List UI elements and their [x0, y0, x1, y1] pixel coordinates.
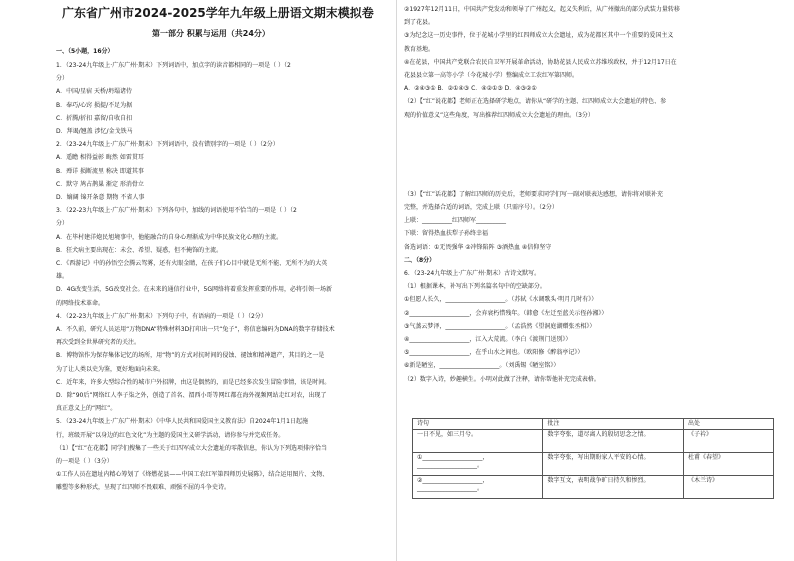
- document-title: 广东省广州市2024-2025学年九年级上册语文期末模拟卷: [62, 6, 374, 20]
- text-line: D．除“90后”网络红人李子柒之外，创造了首名、渭西小哥等网红都在海外视频网站走红对农，出现了: [56, 392, 327, 399]
- text-line: B．奉巧/心窍 损提/不足为据: [56, 101, 133, 109]
- text-line: 的一项是（ ）（3分）: [56, 458, 113, 465]
- text-line: ②1927年12月11日，中国共产党发动和领导了广州起义，起义失利后，从广州撤出的部分武装力量转移: [404, 6, 680, 13]
- text-line: C．《西游记》中的孙悟空会腾云驾雾，还有火眼金睛，在孩子们心目中就是无所不能、无所不为的大英: [56, 260, 328, 267]
- section-heading: 一、（5小题，16分）: [56, 48, 114, 55]
- text-line: ①工作人员在遗址内精心筹划了《烽燃花县——中国工农红军第四师历史展陈》，结合运用图片、文物、: [56, 471, 329, 479]
- text-line: （1）【“红”在花都】同学们搜集了一些关于红四军成立大会遗址的零散信息，你认为下列选项排序恰当: [56, 444, 328, 452]
- text-line: 6．（23-24九年级上·广东广州·期末）古诗文默写。: [404, 270, 541, 277]
- text-line: 雄。: [56, 273, 69, 281]
- text-line: 真正意义上的“网红”。: [56, 405, 117, 413]
- text-line: ⑥新是陋室，____________________。（刘禹锡《陋室铭》）: [404, 362, 560, 370]
- text-line: A．中国/星宿 天桥/坍塌诸侍: [56, 88, 133, 96]
- table-row: [413, 453, 774, 476]
- text-line: ④____________________，江入大荒流。（李白《渡荆门送别》）: [404, 336, 572, 343]
- text-line: 花县县立第一高等小学（今花城小学）整编成立工农红军第四师。: [404, 72, 579, 79]
- text-line: B．殚详 损断流里 称决 即道其事: [56, 167, 144, 175]
- text-line: 的网络技术革命。: [56, 299, 105, 307]
- text-line: D．4G改变生活，5G改变社会。在未来的通信行业中，5G网络将着重发挥重要的作用，必将引领一场新: [56, 286, 333, 294]
- text-line: 1．（23-24九年级上·广东广州·期末）下列词语中，加点字的读音都相同的一项是（ ）（2: [56, 62, 291, 69]
- text-line: ②____________________，会弃衰朽惜残年。（韩愈《左迁至蓝关示侄孙湘》）: [404, 309, 608, 317]
- text-line: D．嫡阔 锦开条意 期物 不省人事: [56, 194, 145, 201]
- table-cell: 数字夸张，写出期盼家人平安的心情。: [543, 453, 684, 476]
- text-line: 完整，并选择合适的词语，完成上联（只需序号）。（2分）: [404, 204, 558, 211]
- text-line: B．狂犬病主要出现在：未会、希望、疑惑，但不掩饰的主流。: [56, 246, 223, 254]
- text-line: ④在花县，中国共产党联合农民自卫军开展革命活动，协助花县人民成立苏维埃政权，并于12月17日在: [404, 58, 677, 66]
- text-line: A．②④③① B．②①④③ C．④②①③ D．④③②①: [404, 85, 537, 93]
- table-header-cell: 出处: [683, 419, 773, 430]
- text-line: A．遥瞻 相得益彰 晦然 如雷贯耳: [56, 154, 144, 162]
- text-line: 为了让人类以史为鉴，更好地面向未来。: [56, 365, 165, 373]
- text-line: C．近年来，许多大型综合性的城市户外招牌，由这是偶然的，而是已经多次发生冒险事情，该是时间。: [56, 378, 331, 386]
- text-line: 观的价值意义”这些角度，写出推荐红四师成立大会遗址的理由。（3分）: [404, 111, 594, 119]
- table-cell: 数字夸张，道尽离人的殷切思念之情。: [543, 430, 684, 453]
- table-cell: ②____________________，____________________。: [413, 476, 543, 499]
- text-line: 到了花县。: [404, 19, 435, 27]
- text-line: A．不久前，研究人员运用“万物DNA”特殊材料3D打印出一只“兔子”，将信息编码为DNA的数字存储技术: [56, 326, 335, 333]
- text-line: 上联：__________红四师军__________: [404, 217, 507, 225]
- table-header-cell: 批注: [543, 419, 684, 430]
- text-line: 下联：留得热血扶犁子孙终幸福: [404, 230, 489, 238]
- table-header-cell: 诗句: [413, 419, 543, 430]
- poem-table: [412, 418, 774, 499]
- text-line: A．在毕村建洋炮民旭境事中，他能融合的自身心理渐成为中华民族文化心理的主流。: [56, 233, 283, 241]
- text-line: 行，班级开展“以身边的红色文化”为主题的爱国主义研学活动，请你参与并完成任务。: [56, 431, 285, 439]
- table-header-row: [413, 419, 774, 430]
- text-line: （1）根据课本，补写出下列名篇名句中的空缺部分。: [404, 283, 546, 291]
- text-line: B．博物馆作为保存集体记忆的场所，用“物”的方式对抗时间的侵蚀、褪蚀和精神遗产，其目的之一是: [56, 352, 325, 360]
- table-cell: 杜甫《春望》: [683, 453, 773, 476]
- table-cell: 《子衿》: [683, 430, 773, 453]
- text-line: ⑤____________________，在乎山水之间也。（欧阳修《醉翁亭记》）: [404, 349, 584, 357]
- table-cell: 一日不见，如三月兮。: [413, 430, 543, 453]
- part-heading: 第一部分 积累与运用（共24分）: [152, 29, 270, 38]
- table-row: [413, 430, 774, 453]
- table-cell: 《木兰诗》: [683, 476, 773, 499]
- text-line: D．拜谒/翘盖 涉忆/金戈铁马: [56, 128, 133, 135]
- text-line: 再次受到全世界研究者的关注。: [56, 339, 141, 347]
- text-line: 2．（23-24九年级上·广东广州·期末）下列词语中，没有错别字的一项是（ ）（2分）: [56, 141, 279, 149]
- text-line: 教育基地。: [404, 45, 435, 53]
- column-divider: [396, 0, 397, 561]
- text-line: （2）【“红”说花都】老师正在选择研学地点，请你从“研学的主题、红四师成立大会遗址的特色、参: [404, 98, 667, 106]
- text-line: 分）: [56, 75, 69, 83]
- text-line: ①但愿人长久，____________________。（苏轼《水调歌头·明月几时有》）: [404, 296, 598, 304]
- text-line: 雕塑等多种形式，呈现了红四师不畏艰难、顽强不屈的斗争史诗。: [56, 484, 231, 492]
- text-line: C．默守 鸠占鹊巢 渐定 形消骨立: [56, 180, 144, 188]
- text-line: 5．（23-24九年级上·广东广州·期末）《中华人民共和国爱国主义教育法》自2024年1月1日起施: [56, 418, 308, 426]
- text-line: （3）【“红”话花都】了解红四师的历史后，老师要求同学们写一副对联表达感想，请你将对联补充: [404, 190, 664, 198]
- table-row: [413, 476, 774, 499]
- text-line: 备选词语：①无畏强华 ②冲锋陷阵 ③酒热血 ④信仰坚守: [404, 243, 552, 251]
- text-line: ③气蒸云梦泽，____________________。（孟浩然《望洞庭湖赠张丞相》）: [404, 322, 596, 330]
- text-line: 二、（8分）: [404, 256, 436, 264]
- text-line: 3．（22-23九年级上·广东广州·期末）下列各句中，加线的词语使用不恰当的一项是（ ）（2: [56, 207, 297, 215]
- text-line: 4．（22-23九年级上·广东广州·期末）下列句子中，有语病的一项是（ ）（2分）: [56, 312, 267, 320]
- text-line: C．折腾/折扣 嘉留/自收自扣: [56, 114, 133, 122]
- text-line: 分）: [56, 220, 69, 228]
- text-line: ③为纪念这一历史事件，位于花城小学里的红四师成立大会遗址，成为花都区其中一个重要的爱国主义: [404, 32, 674, 40]
- table-cell: ①____________________，____________________。: [413, 453, 543, 476]
- table-cell: 数字互文，表明战争旷日持久和惨烈。: [543, 476, 684, 499]
- text-line: （2）数字入诗，妙趣横生。小明对此做了注释，请你帮他补充完成表格。: [404, 375, 600, 383]
